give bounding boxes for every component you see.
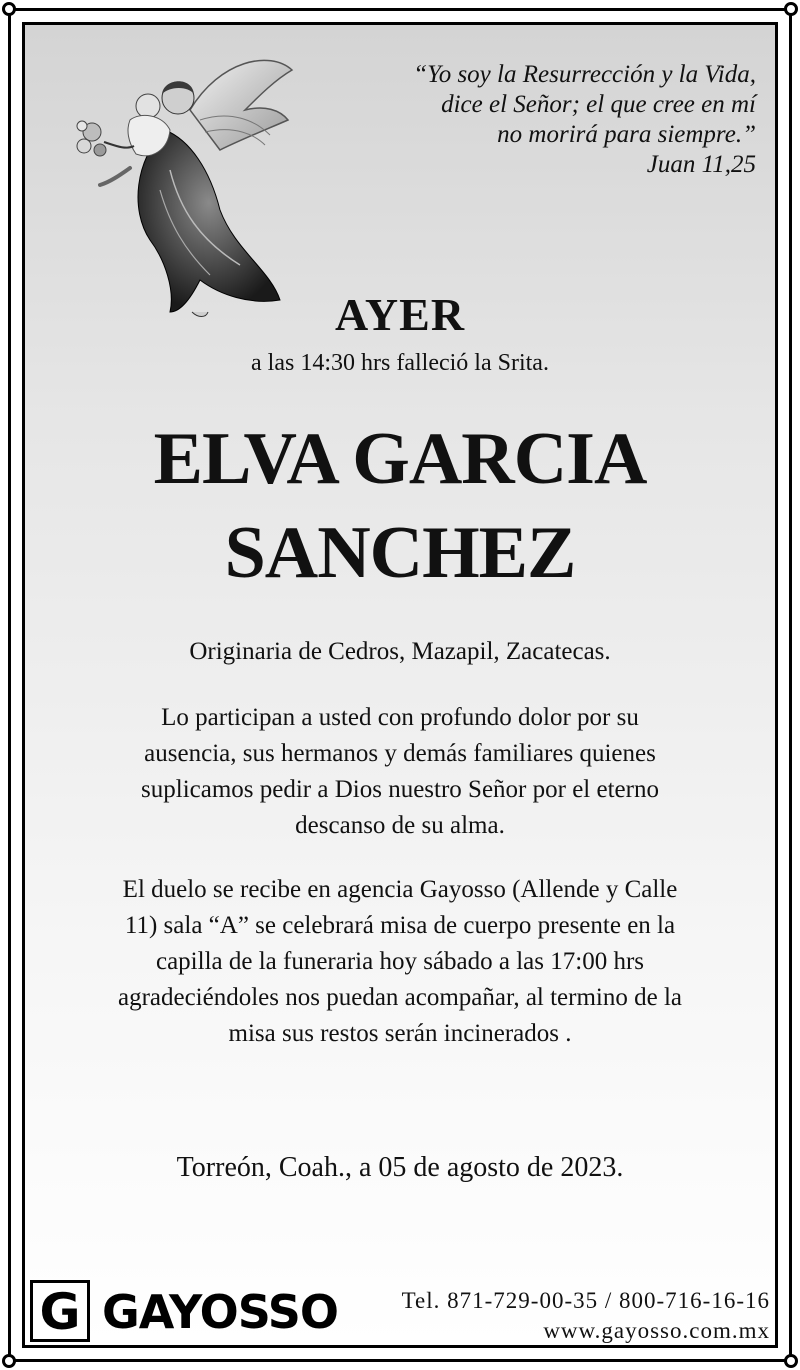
message-line: agradeciéndoles nos puedan acompañar, al termino de la	[117, 984, 683, 1011]
service-details	[60, 872, 740, 1052]
message-line: capilla de la funeraria hoy sábado a las 17:00 hrs	[155, 948, 644, 975]
family-message	[60, 700, 740, 844]
announcement-when: AYER	[334, 289, 466, 340]
corner-ornament-icon	[784, 1354, 798, 1368]
announcement-intro: a las 14:30 hrs falleció la Srita.	[251, 350, 549, 376]
verse-reference: Juan 11,25	[646, 151, 756, 178]
bible-verse	[336, 60, 756, 180]
name-line: ELVA GARCIA	[153, 418, 647, 500]
message-line: El duelo se recibe en agencia Gayosso (Allende y Calle	[122, 876, 678, 903]
deceased-name	[0, 412, 800, 600]
website-link[interactable]: www.gayosso.com.mx	[543, 1318, 770, 1343]
verse-line: no morirá para siempre.”	[497, 121, 756, 148]
corner-ornament-icon	[2, 1354, 16, 1368]
message-line: 11) sala “A” se celebrará misa de cuerpo presente en la	[124, 912, 676, 939]
logo-wordmark: GAYOSSO	[102, 1285, 339, 1339]
place-and-date: Torreón, Coah., a 05 de agosto de 2023.	[176, 1152, 624, 1183]
angel-carrying-child-icon	[70, 50, 300, 320]
corner-ornament-icon	[2, 2, 16, 16]
logo-mark	[30, 1280, 90, 1342]
origin-text: Originaria de Cedros, Mazapil, Zacatecas.	[189, 638, 611, 665]
contact-info	[402, 1286, 770, 1346]
name-line: SANCHEZ	[224, 512, 576, 594]
message-line: descanso de su alma.	[295, 812, 505, 839]
logo-letter: G	[39, 1283, 81, 1341]
message-line: ausencia, sus hermanos y demás familiares quienes	[144, 740, 656, 767]
message-line: misa sus restos serán incinerados .	[228, 1020, 572, 1047]
message-line: Lo participan a usted con profundo dolor por su	[161, 704, 639, 731]
phone-numbers: Tel. 871-729-00-35 / 800-716-16-16	[401, 1288, 770, 1313]
gayosso-logo	[30, 1280, 350, 1342]
corner-ornament-icon	[784, 2, 798, 16]
message-line: suplicamos pedir a Dios nuestro Señor por el eterno	[141, 776, 659, 803]
verse-line: dice el Señor; el que cree en mí	[441, 91, 756, 118]
verse-line: “Yo soy la Resurrección y la Vida,	[413, 61, 756, 88]
